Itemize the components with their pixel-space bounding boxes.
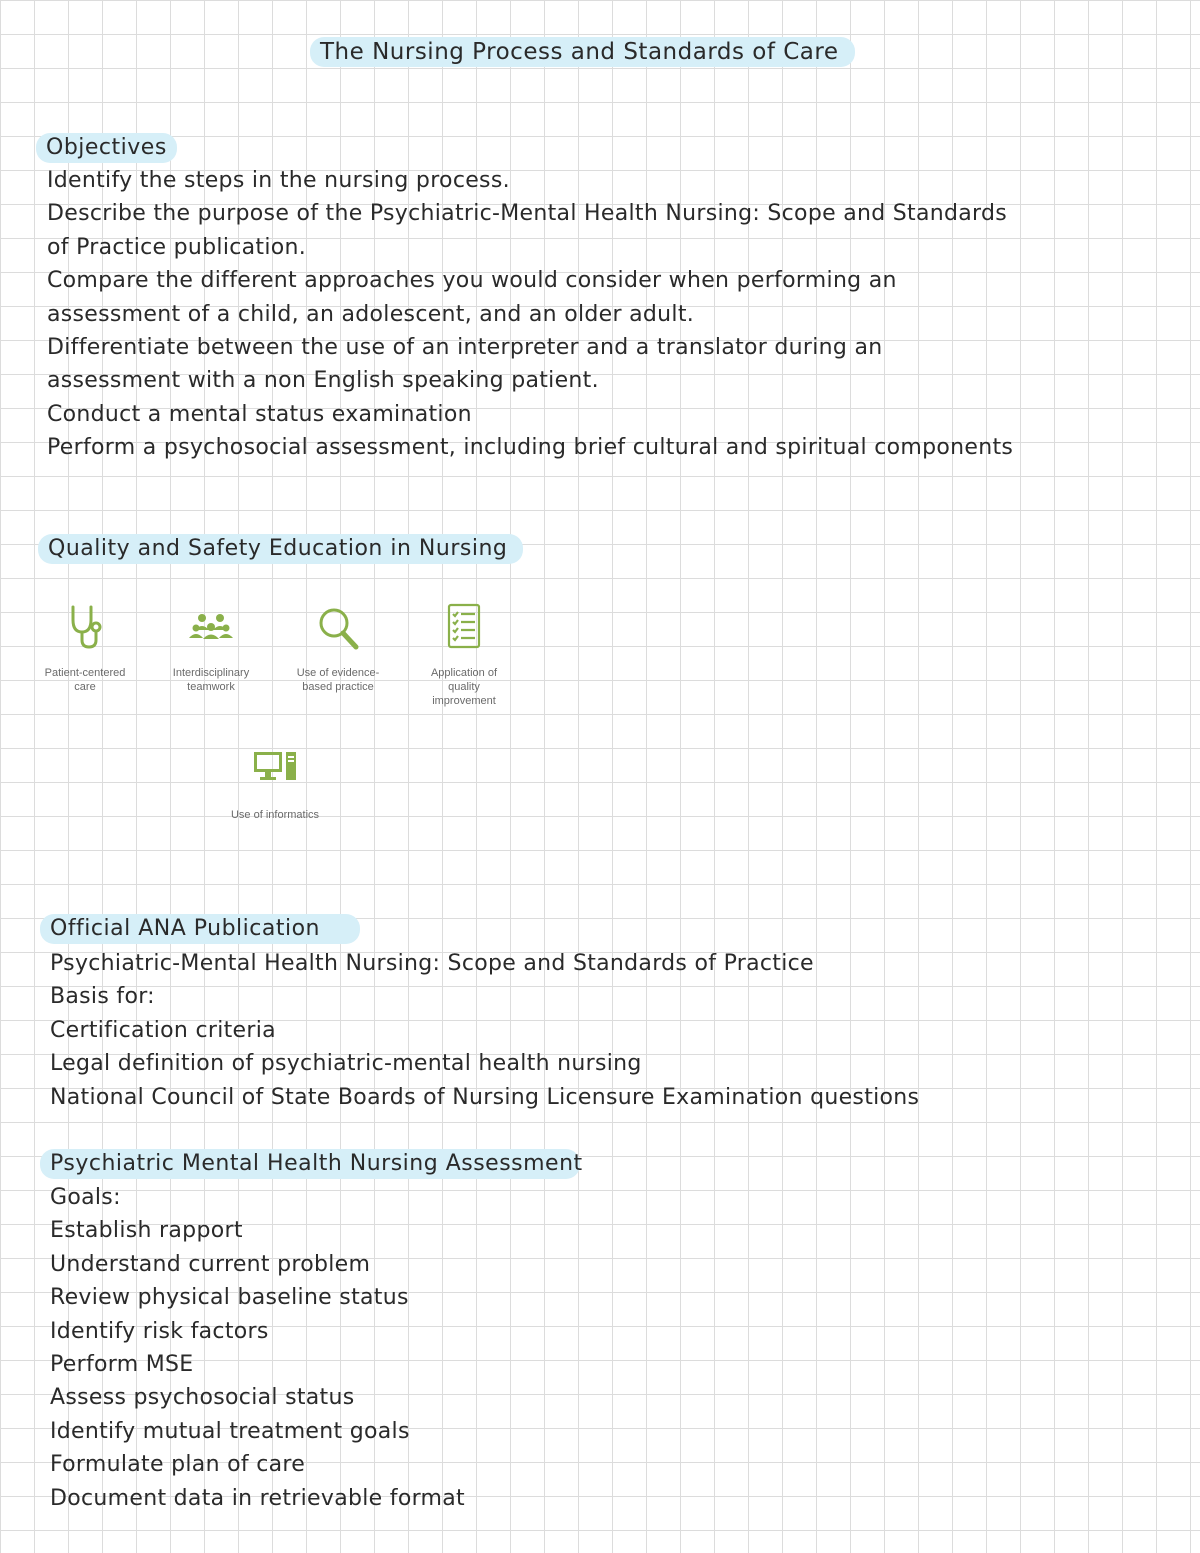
list-item: Describe the purpose of the Psychiatric-Mental Health Nursing: Scope and Standards xyxy=(47,201,1008,227)
list-item: Certification criteria xyxy=(50,1017,276,1043)
list-item: Conduct a mental status examination xyxy=(47,401,472,427)
list-item: Identify risk factors xyxy=(50,1318,269,1344)
list-item: Document data in retrievable format xyxy=(50,1485,465,1511)
list-item: National Council of State Boards of Nursing Licensure Examination questions xyxy=(50,1084,920,1110)
objectives-heading: Objectives xyxy=(36,133,177,163)
ana-heading: Official ANA Publication xyxy=(40,914,360,944)
list-item: Compare the different approaches you would consider when performing an xyxy=(47,268,897,294)
qsen-item-patient-centered-care xyxy=(30,602,140,694)
team-icon xyxy=(186,602,236,652)
list-item: Identify mutual treatment goals xyxy=(50,1418,410,1444)
list-item: Assess psychosocial status xyxy=(50,1385,355,1411)
list-item: Perform MSE xyxy=(50,1352,194,1378)
list-item: Goals: xyxy=(50,1185,121,1210)
list-item: assessment with a non English speaking patient. xyxy=(47,368,599,394)
list-item: of Practice publication. xyxy=(47,234,307,260)
qsen-label: Use of informatics xyxy=(230,809,320,821)
stethoscope-icon xyxy=(60,602,110,652)
magnifier-icon xyxy=(313,602,363,652)
qsen-item-interdisciplinary-teamwork xyxy=(156,602,266,694)
assessment-list xyxy=(50,1181,465,1515)
qsen-label: Patient-centered care xyxy=(44,667,126,693)
ana-list xyxy=(50,947,919,1114)
qsen-item-quality-improvement xyxy=(409,602,519,708)
qsen-label: Application of quality improvement xyxy=(430,667,498,707)
qsen-item-informatics xyxy=(220,748,330,822)
qsen-label: Interdisciplinary teamwork xyxy=(172,667,250,693)
computer-icon xyxy=(250,748,300,788)
assessment-heading: Psychiatric Mental Health Nursing Assessment xyxy=(40,1149,580,1179)
list-item: Identify the steps in the nursing process. xyxy=(47,168,510,193)
list-item: Understand current problem xyxy=(50,1251,371,1277)
list-item: Differentiate between the use of an interpreter and a translator during an xyxy=(47,335,883,361)
checklist-icon xyxy=(439,602,489,652)
list-item: Psychiatric-Mental Health Nursing: Scope and Standards of Practice xyxy=(50,951,814,976)
qsen-label: Use of evidence- based practice xyxy=(296,667,380,693)
qsen-heading: Quality and Safety Education in Nursing xyxy=(38,534,523,564)
list-item: Legal definition of psychiatric-mental health nursing xyxy=(50,1051,642,1077)
list-item: Basis for: xyxy=(50,984,155,1010)
objectives-list xyxy=(47,164,1013,465)
list-item: assessment of a child, an adolescent, and an older adult. xyxy=(47,301,695,327)
list-item: Establish rapport xyxy=(50,1218,243,1244)
list-item: Review physical baseline status xyxy=(50,1285,409,1311)
list-item: Perform a psychosocial assessment, including brief cultural and spiritual components xyxy=(47,435,1014,461)
list-item: Formulate plan of care xyxy=(50,1452,306,1478)
qsen-item-evidence-based-practice xyxy=(283,602,393,694)
page-title: The Nursing Process and Standards of Care xyxy=(310,37,855,67)
